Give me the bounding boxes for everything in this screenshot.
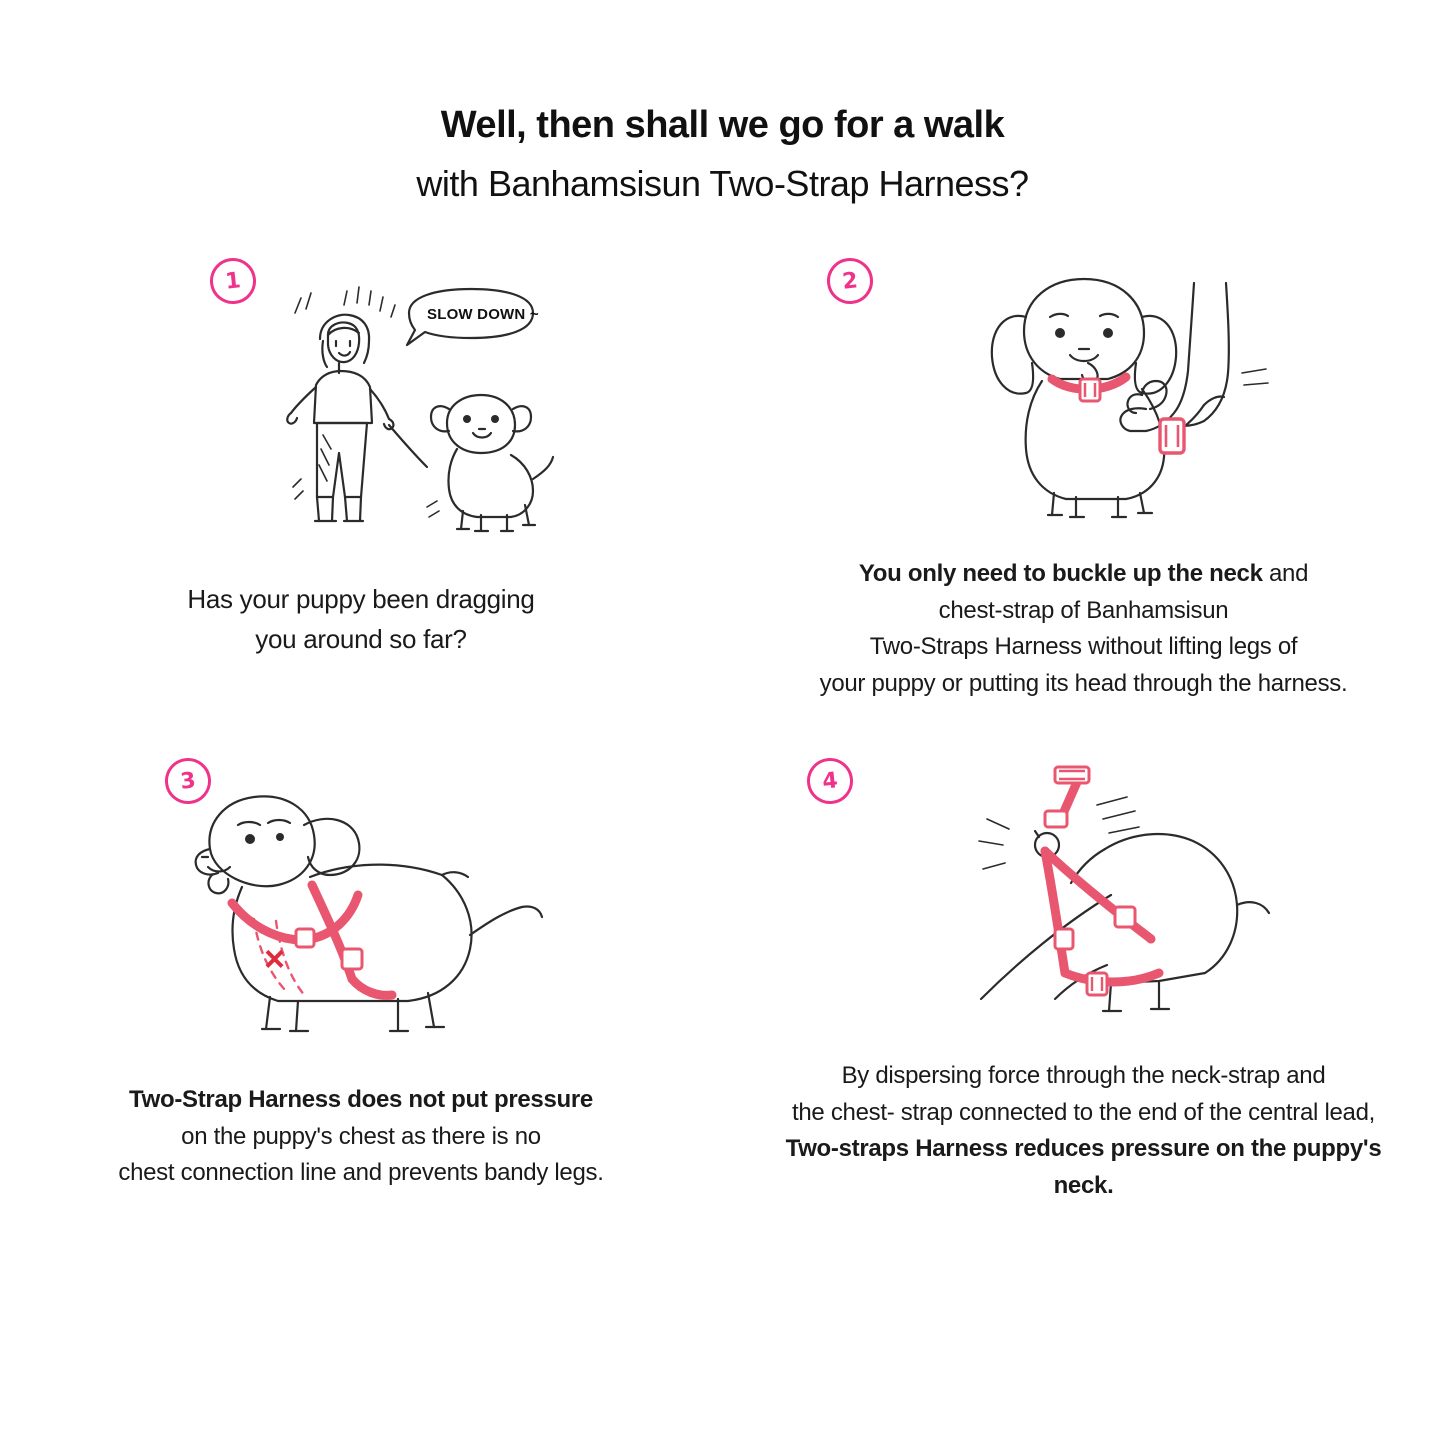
step-4-caption-line-2: the chest- strap connected to the end of the central lead, xyxy=(792,1098,1375,1126)
dog-with-harness-icon xyxy=(146,753,576,1053)
step-2-caption xyxy=(752,556,1415,702)
step-2 xyxy=(722,248,1445,748)
steps-grid xyxy=(0,248,1445,1248)
speech-bubble-text: SLOW DOWN ~ xyxy=(427,306,539,324)
x-mark: × xyxy=(264,938,286,980)
buckle xyxy=(1160,419,1184,453)
step-2-caption-bold: You only need to buckle up the neck xyxy=(858,560,1269,588)
step-1-caption-line-1: Has your puppy been dragging xyxy=(187,584,535,615)
step-4-number-badge: 4 xyxy=(805,756,856,807)
speech-bubble xyxy=(407,289,539,345)
step-2-number-badge: 2 xyxy=(825,256,876,307)
force-dispersion-diagram-icon xyxy=(859,753,1309,1043)
step-3-caption-line-2: on the puppy's chest as there is no xyxy=(181,1122,541,1150)
page-header xyxy=(0,0,1445,208)
step-3-number-badge: 3 xyxy=(163,756,214,807)
step-3-illustration xyxy=(30,748,692,1058)
harness-straps xyxy=(232,885,392,995)
step-4-caption-line-3: Two-straps Harness reduces pressure on the puppy's neck. xyxy=(785,1135,1382,1199)
central-lead xyxy=(1035,767,1089,857)
page-title-line-2: with Banhamsisun Two-Strap Harness? xyxy=(416,162,1029,204)
neck-and-chest-straps xyxy=(1045,851,1159,995)
hand-buckling-collar-icon xyxy=(874,253,1294,543)
step-2-caption-line-4: your puppy or putting its head through the harness. xyxy=(819,669,1348,697)
step-2-caption-line-3: Two-Straps Harness without lifting legs of xyxy=(869,633,1298,661)
step-3-caption xyxy=(30,1082,692,1191)
step-1 xyxy=(0,248,722,748)
step-1-number-badge: 1 xyxy=(208,256,259,307)
step-2-illustration xyxy=(752,248,1415,548)
step-2-caption-suffix: and xyxy=(1269,560,1309,588)
step-4 xyxy=(722,748,1445,1248)
step-3 xyxy=(0,748,722,1248)
step-4-caption xyxy=(752,1058,1415,1204)
woman-walking-dog-icon xyxy=(151,253,571,553)
neck-strap xyxy=(1052,377,1126,401)
step-2-caption-line-1 xyxy=(782,556,1385,592)
step-3-caption-line-1: Two-Strap Harness does not put pressure xyxy=(129,1086,593,1114)
step-1-caption-line-2: you around so far? xyxy=(255,623,467,654)
page-title-line-1: Well, then shall we go for a walk xyxy=(440,104,1005,146)
step-4-caption-line-1: By dispersing force through the neck-strap and xyxy=(841,1062,1326,1090)
step-4-illustration xyxy=(752,748,1415,1048)
step-1-illustration xyxy=(30,248,692,558)
step-3-caption-line-3: chest connection line and prevents bandy legs. xyxy=(118,1159,604,1187)
step-1-caption xyxy=(30,580,692,659)
step-2-caption-line-2: chest-strap of Banhamsisun xyxy=(938,596,1229,624)
